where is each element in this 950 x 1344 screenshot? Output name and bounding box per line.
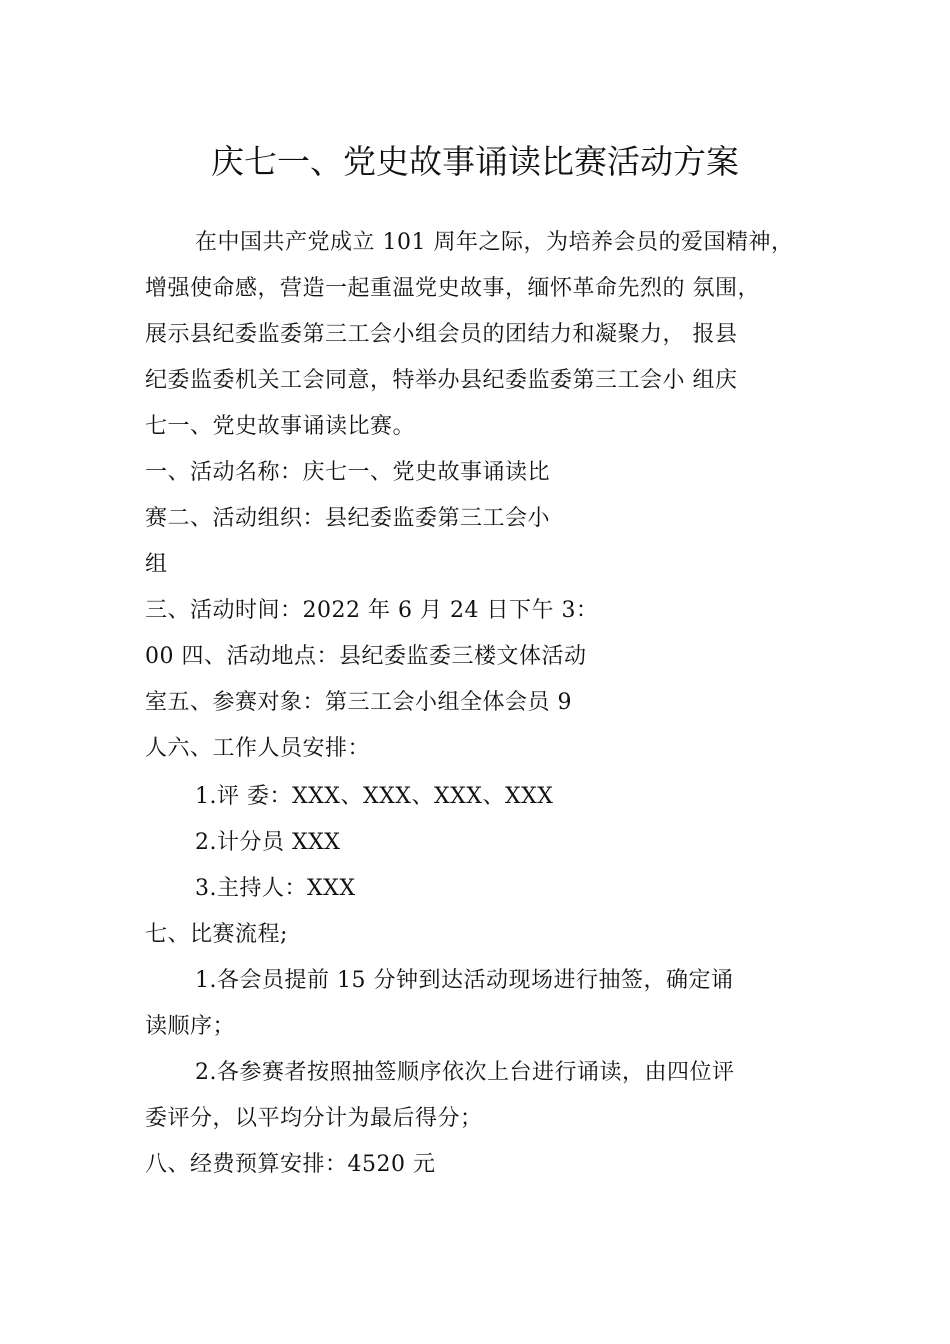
paragraph-line: 七一、党史故事诵读比赛。 (145, 414, 416, 439)
paragraph-line: 在中国共产党成立 101 周年之际，为培养会员的爱国精神， (195, 230, 794, 255)
list-item: 2.各参赛者按照抽签顺序依次上台进行诵读，由四位评 (195, 1060, 735, 1085)
section-line: 赛二、活动组织：县纪委监委第三工会小 (145, 506, 551, 531)
list-item-continuation: 委评分，以平均分计为最后得分； (145, 1106, 483, 1131)
section-line: 00 四、活动地点：县纪委监委三楼文体活动 (145, 644, 587, 669)
section-line: 人六、工作人员安排： (145, 736, 371, 761)
section-line: 室五、参赛对象：第三工会小组全体会员 9 (145, 690, 572, 715)
paragraph-line: 纪委监委机关工会同意，特举办县纪委监委第三工会小 组庆 (145, 368, 738, 393)
list-item: 1.评 委：XXX、XXX、XXX、XXX (195, 784, 554, 809)
paragraph-line: 增强使命感，营造一起重温党史故事，缅怀革命先烈的 氛围， (145, 276, 760, 301)
section-line: 一、活动名称：庆七一、党史故事诵读比 (145, 460, 551, 485)
paragraph-line: 展示县纪委监委第三工会小组会员的团结力和凝聚力， 报县 (145, 322, 738, 347)
list-item: 3.主持人：XXX (195, 876, 356, 901)
list-item-continuation: 读顺序； (145, 1014, 236, 1039)
section-line: 三、活动时间：2022 年 6 月 24 日下午 3： (145, 598, 599, 623)
section-line: 组 (145, 552, 168, 577)
document-title: 庆七一、党史故事诵读比赛活动方案 (211, 142, 739, 181)
section-line: 七、比赛流程; (145, 922, 288, 947)
list-item: 2.计分员 XXX (195, 830, 341, 855)
section-line: 八、经费预算安排：4520 元 (145, 1152, 436, 1177)
list-item: 1.各会员提前 15 分钟到达活动现场进行抽签，确定诵 (195, 968, 734, 993)
